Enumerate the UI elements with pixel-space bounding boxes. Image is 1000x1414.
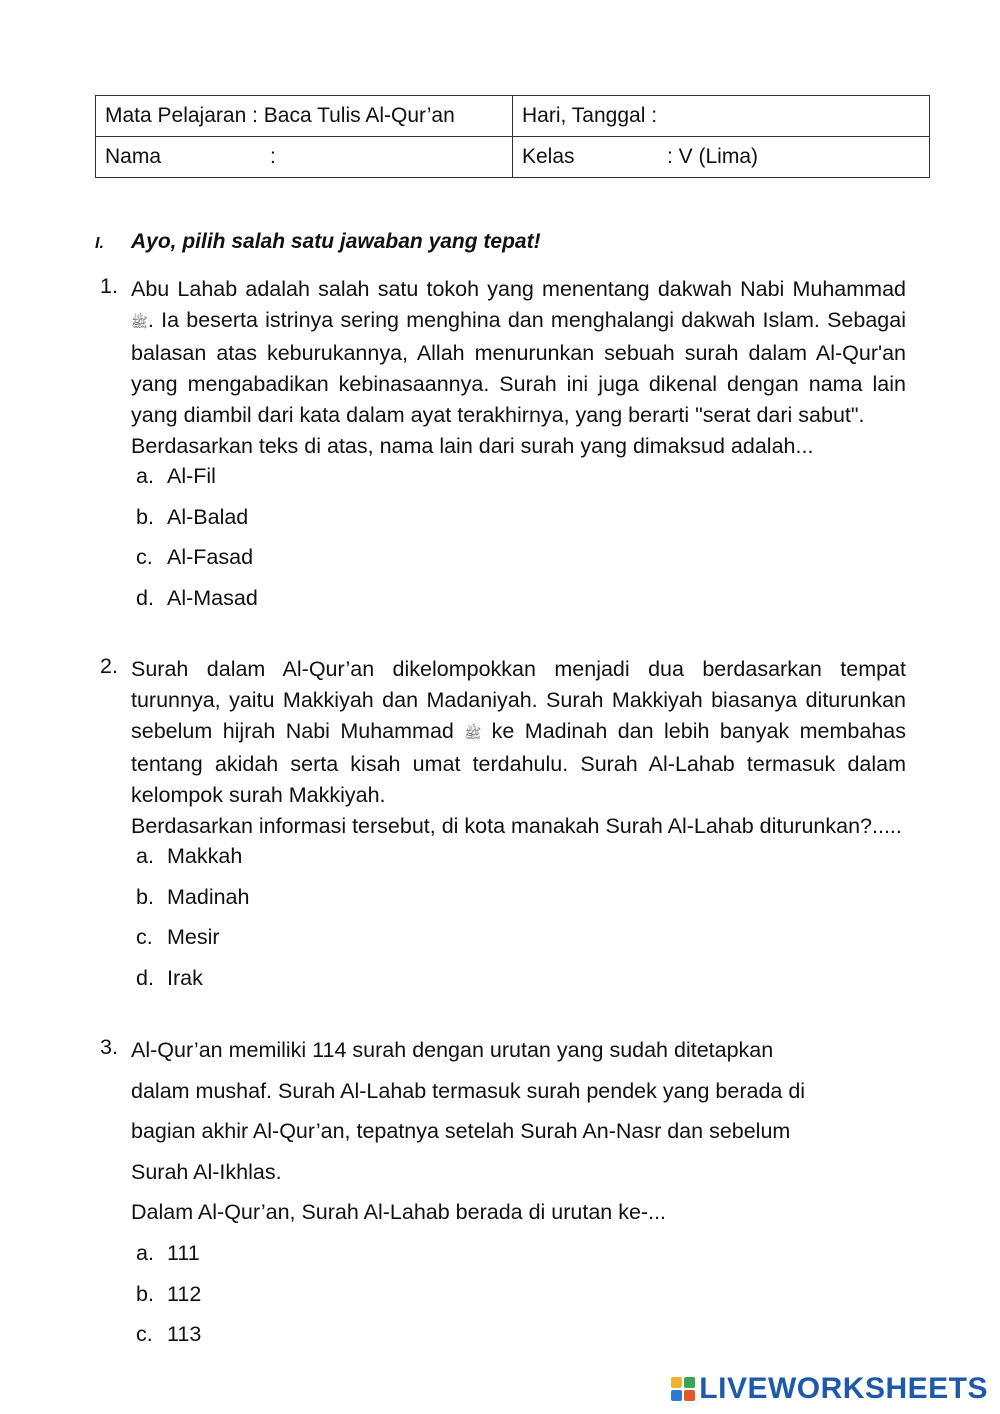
option-letter: c. [136, 925, 153, 950]
option-text: Irak [167, 965, 203, 990]
option-text: 113 [167, 1322, 202, 1347]
option-b[interactable] [136, 503, 906, 544]
option-b[interactable] [136, 883, 906, 924]
logo-square-icon [684, 1377, 695, 1388]
header-row-2 [96, 137, 930, 178]
question-number: 3. [100, 1035, 118, 1059]
question-number: 2. [100, 654, 118, 678]
answer-options [136, 842, 906, 1004]
option-letter: a. [136, 1240, 154, 1265]
option-letter: c. [136, 1322, 153, 1347]
option-c[interactable] [136, 923, 906, 964]
class-cell [513, 137, 930, 178]
honorific-symbol: ﷺ [131, 314, 148, 330]
option-letter: d. [136, 585, 154, 610]
honorific-symbol: ﷺ [464, 725, 482, 741]
date-label: Hari, Tanggal [522, 104, 646, 127]
header-table [95, 95, 930, 178]
option-text: Mesir [167, 925, 220, 950]
option-d[interactable] [136, 964, 906, 1005]
option-b[interactable] [136, 1274, 906, 1315]
answer-options [136, 1233, 906, 1355]
logo-square-icon [684, 1390, 695, 1401]
question-number: 1. [100, 274, 118, 298]
option-text: Al-Balad [167, 504, 249, 529]
option-text: 112 [167, 1281, 202, 1306]
logo-square-icon [671, 1377, 682, 1388]
section-title: Ayo, pilih salah satu jawaban yang tepat! [131, 230, 541, 253]
option-letter: a. [136, 464, 154, 488]
option-text: Al-Fil [167, 464, 216, 488]
option-c[interactable] [136, 543, 906, 584]
option-text: 111 [167, 1240, 200, 1265]
question-text [131, 1030, 906, 1192]
question-line: Al-Qur’an memiliki 114 surah dengan urutan yang sudah ditetapkan [131, 1038, 774, 1062]
question-line: bagian akhir Al-Qur’an, tepatnya setelah Surah An-Nasr dan sebelum [131, 1119, 791, 1144]
option-letter: d. [136, 965, 154, 990]
question-prompt: Berdasarkan teks di atas, nama lain dari surah yang dimaksud adalah... [131, 434, 814, 458]
option-letter: a. [136, 844, 154, 868]
date-value: : [651, 104, 658, 127]
subject-cell [96, 96, 513, 137]
option-letter: b. [136, 504, 154, 529]
question-3 [100, 1030, 906, 1355]
liveworksheets-icon [671, 1377, 695, 1401]
option-text: Makkah [167, 844, 243, 868]
option-a[interactable] [136, 1233, 906, 1274]
answer-options [136, 462, 906, 624]
liveworksheets-logo [671, 1372, 988, 1406]
question-text-part: ke Madinah dan lebih banyak membahas tentang akidah serta kisah umat terdahulu. Surah Al-Lahab termasuk dalam kelompok surah Makkiyah. [131, 719, 906, 807]
name-label: Nama [105, 145, 162, 168]
option-a[interactable] [136, 462, 906, 503]
question-text-part: Abu Lahab adalah salah satu tokoh yang menentang dakwah Nabi Muhammad [131, 277, 906, 301]
option-letter: c. [136, 545, 153, 570]
section-number: I. [95, 235, 104, 252]
date-cell [513, 96, 930, 137]
question-text-part: . Ia beserta istrinya sering menghina dan menghalangi dakwah Islam. Sebagai balasan atas keburukannya, Allah menurunkan sebuah surah dalam Al-Qur'an yang mengabadikan kebinasaannya. Surah ini juga dikenal dengan nama lain yang diambil dari kata dalam ayat terakhirnya, yang berarti "serat dari sabut". [131, 308, 906, 427]
question-prompt: Dalam Al-Qur’an, Surah Al-Lahab berada di urutan ke-... [131, 1200, 667, 1225]
question-prompt: Berdasarkan informasi tersebut, di kota manakah Surah Al-Lahab diturunkan?..... [131, 814, 902, 838]
question-line: Surah Al-Ikhlas. [131, 1159, 282, 1184]
option-d[interactable] [136, 584, 906, 625]
class-label: Kelas [522, 145, 575, 168]
brand-text: LIVEWORKSHEETS [699, 1372, 988, 1405]
logo-square-icon [671, 1390, 682, 1401]
header-row-1 [96, 96, 930, 137]
question-text [131, 274, 906, 431]
name-cell [96, 137, 513, 178]
question-1 [100, 274, 906, 624]
question-line: dalam mushaf. Surah Al-Lahab termasuk surah pendek yang berada di [131, 1078, 806, 1103]
subject-value: : Baca Tulis Al-Qur’an [252, 104, 455, 127]
class-value: : V (Lima) [667, 145, 759, 168]
subject-label: Mata Pelajaran [105, 104, 247, 127]
option-a[interactable] [136, 842, 906, 883]
option-c[interactable] [136, 1314, 906, 1355]
question-text [131, 654, 906, 811]
option-text: Al-Fasad [167, 545, 254, 570]
question-text-part: Surah dalam Al-Qur’an dikelompokkan menjadi dua berdasarkan tempat turunnya, yaitu Makkiyah dan Madaniyah. Surah Makkiyah biasanya diturunkan sebelum hijrah Nabi Muhammad [131, 657, 906, 743]
name-value: : [270, 145, 276, 168]
option-letter: b. [136, 1281, 154, 1306]
section-heading [95, 230, 541, 254]
question-2 [100, 654, 906, 1004]
option-text: Al-Masad [167, 585, 258, 610]
option-text: Madinah [167, 884, 250, 909]
option-letter: b. [136, 884, 154, 909]
